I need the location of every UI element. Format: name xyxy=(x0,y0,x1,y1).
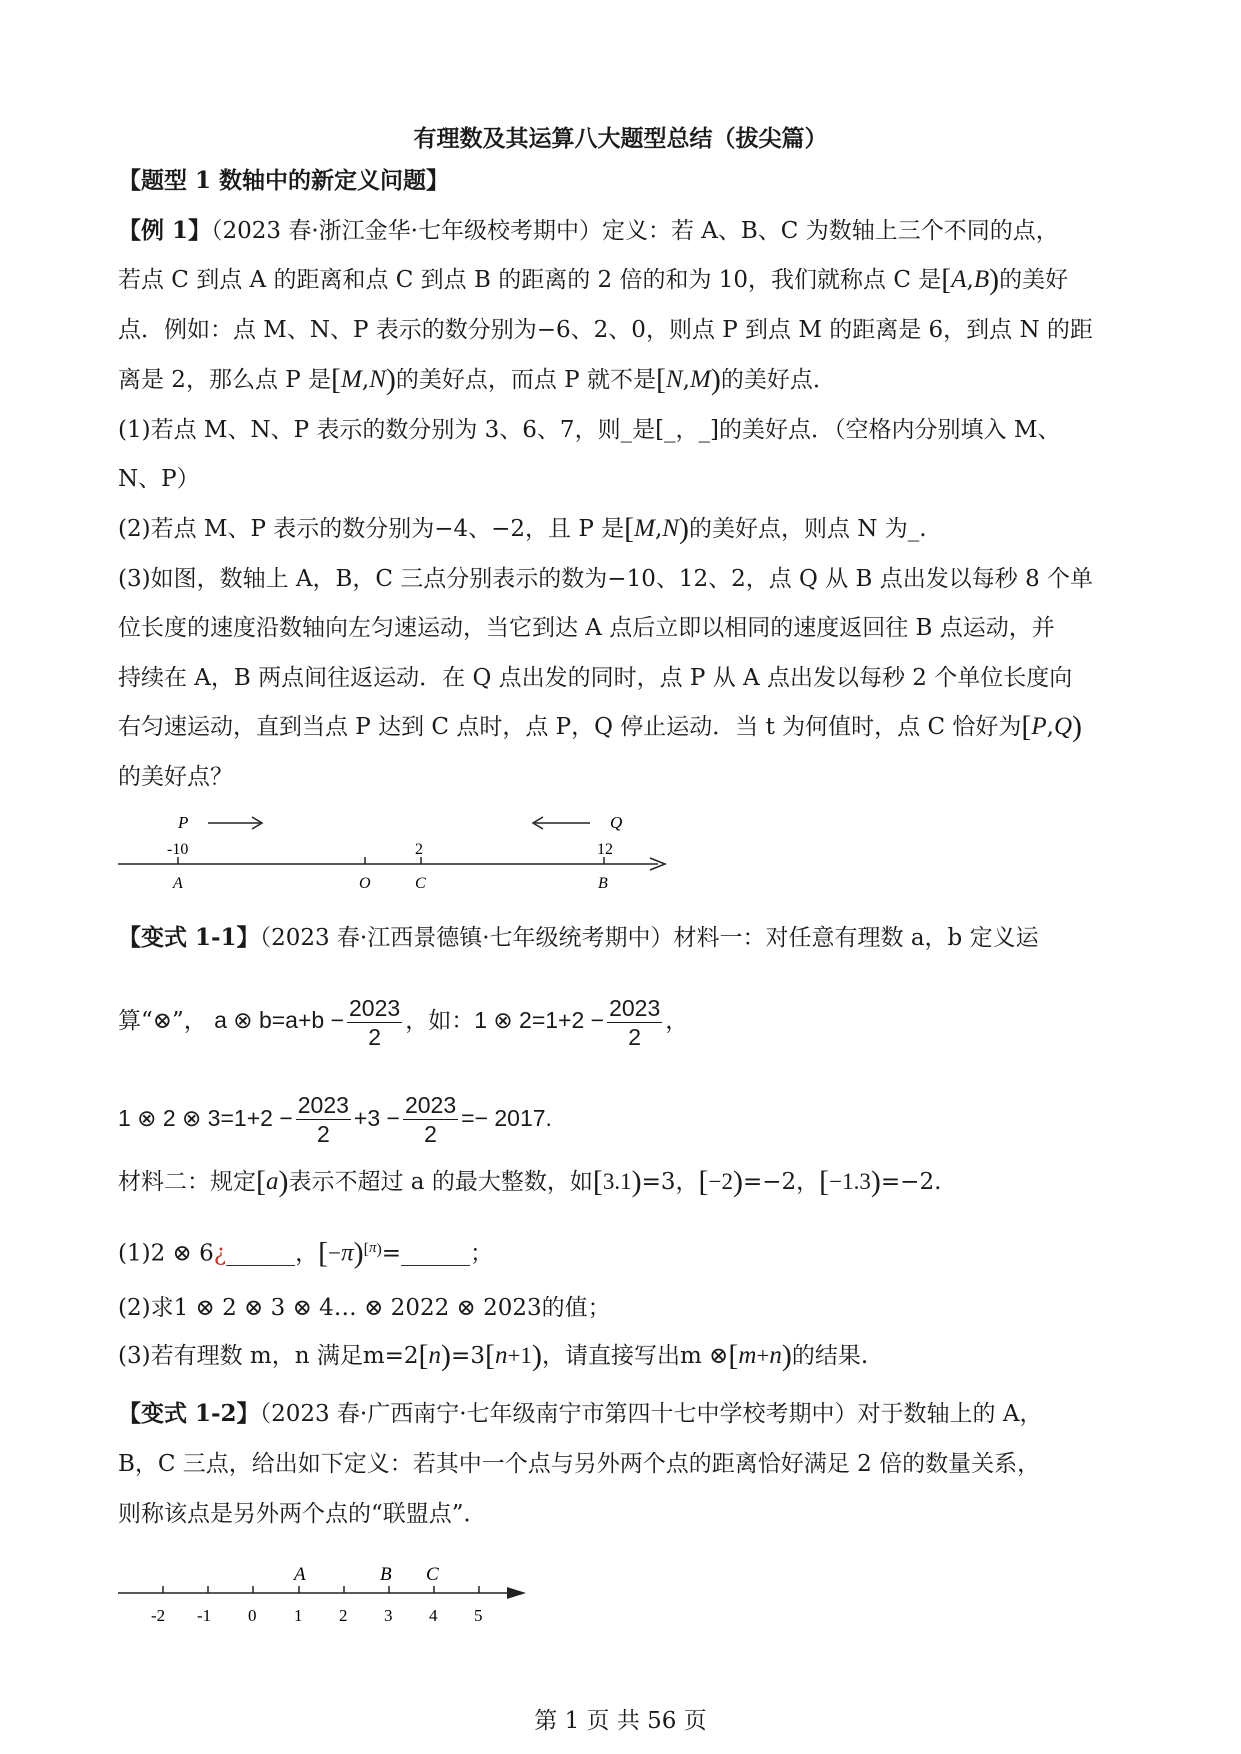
variant-1-2-line-3: 则称该点是另外两个点的“联盟点”． xyxy=(118,1501,487,1527)
variant-1-1-text: 算“⊗”， xyxy=(118,1008,207,1034)
question-2-text: 的美好点，则点 N 为_. xyxy=(688,516,927,542)
example-1-line-4: 离是 2，那么点 P 是[M,N)的美好点，而点 P 就不是[N,M)的美好点． xyxy=(118,363,836,396)
material-2: 材料二：规定[a)表示不超过 a 的最大整数，如[3.1)=3，[−2)=−2，[−1.3)=−2. xyxy=(118,1165,942,1198)
variant-1-2-line-2: B，C 三点，给出如下定义：若其中一个点与另外两个点的距离恰好满足 2 倍的数量关系， xyxy=(118,1451,1041,1477)
tick-number: -1 xyxy=(197,1606,212,1625)
question-3-line-4: 右匀速运动，直到当点 P 达到 C 点时，点 P，Q 停止运动．当 t 为何值时，点 C 恰好为[P,Q) xyxy=(118,710,1083,743)
point-label: C xyxy=(426,1564,439,1585)
example-1-text: （2023 春·浙江金华·七年级校考期中）定义：若 A、B、C 为数轴上三个不同的点， xyxy=(211,218,1059,244)
tick-number: 12 xyxy=(597,841,613,858)
question-text: ______， xyxy=(226,1240,319,1267)
number-line-figure-2 xyxy=(110,1560,540,1632)
garbled-symbol: ¿ xyxy=(213,1240,227,1267)
material-2-text: 表示不超过 a 的最大整数，如 xyxy=(288,1169,593,1195)
tick-number: 2 xyxy=(339,1606,348,1625)
formula-text: =− 2017. xyxy=(461,1105,552,1131)
variant-1-1-line-3 xyxy=(118,1088,552,1148)
point-label: A xyxy=(294,1564,306,1585)
fraction: $\frac{2023}{2}$ xyxy=(349,994,401,1050)
question-1-line-1: (1)若点 M、N、P 表示的数分别为 3、6、7，则_是[_，_]的美好点．（空格内分别填入 M、 xyxy=(118,417,1061,443)
material-2-text: =−2. xyxy=(880,1169,942,1195)
tick-number: 5 xyxy=(474,1606,483,1625)
variant-tag: 【变式 1-2】 xyxy=(118,1400,260,1427)
question-text: (1)2 ⊗ 6 xyxy=(118,1240,214,1267)
example-1-text: 的美好 xyxy=(999,267,1069,293)
tick-number: 0 xyxy=(248,1606,257,1625)
formula-text: 1 ⊗ 2 ⊗ 3=1+2 − xyxy=(118,1105,293,1131)
variant-tag: 【变式 1-1】 xyxy=(118,924,260,951)
question-3-line-5: 的美好点？ xyxy=(118,764,233,790)
example-1-text: 的美好点，而点 P 就不是 xyxy=(395,367,656,393)
material-2-text: 材料二：规定 xyxy=(118,1169,256,1195)
tick-number: 4 xyxy=(429,1606,438,1625)
variant-1-1-question-2: (2)求1 ⊗ 2 ⊗ 3 ⊗ 4… ⊗ 2022 ⊗ 2023的值； xyxy=(118,1295,611,1321)
point-label: C xyxy=(415,875,426,892)
example-1-line-3: 点．例如：点 M、N、P 表示的数分别为−6、2、0，则点 P 到点 M 的距离是 6，到点 N 的距 xyxy=(118,317,1093,343)
formula-text: +3 − xyxy=(353,1105,400,1131)
variant-1-2-line-1 xyxy=(118,1399,1042,1429)
axis-arrow-icon xyxy=(507,1587,526,1599)
variant-1-1-question-3: (3)若有理数 m，n 满足m=2[n)=3[n+1)，请直接写出m ⊗[m+n)的结果. xyxy=(118,1339,869,1372)
question-1-line-2: N、P） xyxy=(118,466,200,492)
material-2-text: =−2， xyxy=(742,1169,820,1195)
tick-number: 2 xyxy=(415,841,423,858)
example-tag: 【例 1】 xyxy=(118,217,212,244)
formula-text: ，如：1 ⊗ 2=1+2 − xyxy=(405,1007,605,1033)
formula-text: a ⊗ b=a+b − xyxy=(214,1007,345,1033)
example-1-text: 若点 C 到点 A 的距离和点 C 到点 B 的距离的 2 倍的和为 10，我们就称点 C 是 xyxy=(118,267,942,293)
page-title: 有理数及其运算八大题型总结（拔尖篇） xyxy=(413,125,828,152)
tick-number: 3 xyxy=(384,1606,393,1625)
section-heading: 【题型 1 数轴中的新定义问题】 xyxy=(118,167,450,194)
example-1-line-2: 若点 C 到点 A 的距离和点 C 到点 B 的距离的 2 倍的和为 10，我们就称点 C 是[A,B)的美好 xyxy=(118,263,1069,296)
point-label: A xyxy=(173,875,183,892)
tick-number: 1 xyxy=(294,1606,303,1625)
question-text: =______； xyxy=(381,1240,494,1267)
fraction: $\frac{2023}{2}$ xyxy=(404,1092,457,1148)
variant-1-1-line-2: 算“⊗”， a ⊗ b=a+b − $\frac{2023}{2}$ ，如：1 ⊗ 2=1+2 − $\frac{2023}{2}$ ， xyxy=(118,994,689,1050)
question-3-line-3: 持续在 A，B 两点间往返运动．在 Q 点出发的同时，点 P 从 A 点出发以每秒 2 个单位长度向 xyxy=(118,665,1073,691)
material-2-text: =3， xyxy=(641,1169,699,1195)
question-text: (3)若有理数 m，n 满足m=2 xyxy=(118,1343,419,1369)
question-text: 的结果. xyxy=(791,1343,869,1369)
variant-1-1-question-1: (1)2 ⊗ 6¿______，[−π)$^{[\pi)}$=______； xyxy=(118,1236,494,1270)
variant-1-1-text: （2023 春·江西景德镇·七年级统考期中）材料一：对任意有理数 a，b 定义运 xyxy=(259,925,1039,951)
fraction: $\frac{2023}{2}$ xyxy=(609,994,661,1050)
point-label: B xyxy=(598,875,608,892)
number-line-figure-1 xyxy=(110,810,680,906)
point-label: O xyxy=(359,875,371,892)
example-1-text: 的美好点． xyxy=(720,367,836,393)
example-1-line-1 xyxy=(118,216,1059,246)
tick-number: -2 xyxy=(151,1606,166,1625)
tick-number: -10 xyxy=(167,841,189,858)
question-2-text: (2)若点 M、P 表示的数分别为−4、−2，且 P 是 xyxy=(118,516,625,542)
label-q: Q xyxy=(610,813,623,832)
question-text: =3 xyxy=(451,1343,485,1369)
question-text: ，请直接写出m ⊗ xyxy=(541,1343,729,1369)
point-label: B xyxy=(380,1564,392,1585)
variant-1-2-text: （2023 春·广西南宁·七年级南宁市第四十七中学校考期中）对于数轴上的 A， xyxy=(259,1401,1043,1427)
question-3-line-2: 位长度的速度沿数轴向左匀速运动，当它到达 A 点后立即以相同的速度返回往 B 点运动，并 xyxy=(118,615,1055,641)
question-3-line-1: (3)如图，数轴上 A，B，C 三点分别表示的数为−10、12、2，点 Q 从 B 点出发以每秒 8 个单 xyxy=(118,566,1094,592)
variant-1-1-line-1 xyxy=(118,923,1039,953)
question-2: (2)若点 M、P 表示的数分别为−4、−2，且 P 是[M,N)的美好点，则点 N 为_. xyxy=(118,512,927,545)
question-3-text: 右匀速运动，直到当点 P 达到 C 点时，点 P，Q 停止运动．当 t 为何值时，点 C 恰好为 xyxy=(118,714,1022,740)
label-p: P xyxy=(178,813,189,832)
page-footer: 第 1 页 共 56 页 xyxy=(534,1708,707,1734)
example-1-text: 离是 2，那么点 P 是 xyxy=(118,367,332,393)
fraction: $\frac{2023}{2}$ xyxy=(297,1092,349,1148)
